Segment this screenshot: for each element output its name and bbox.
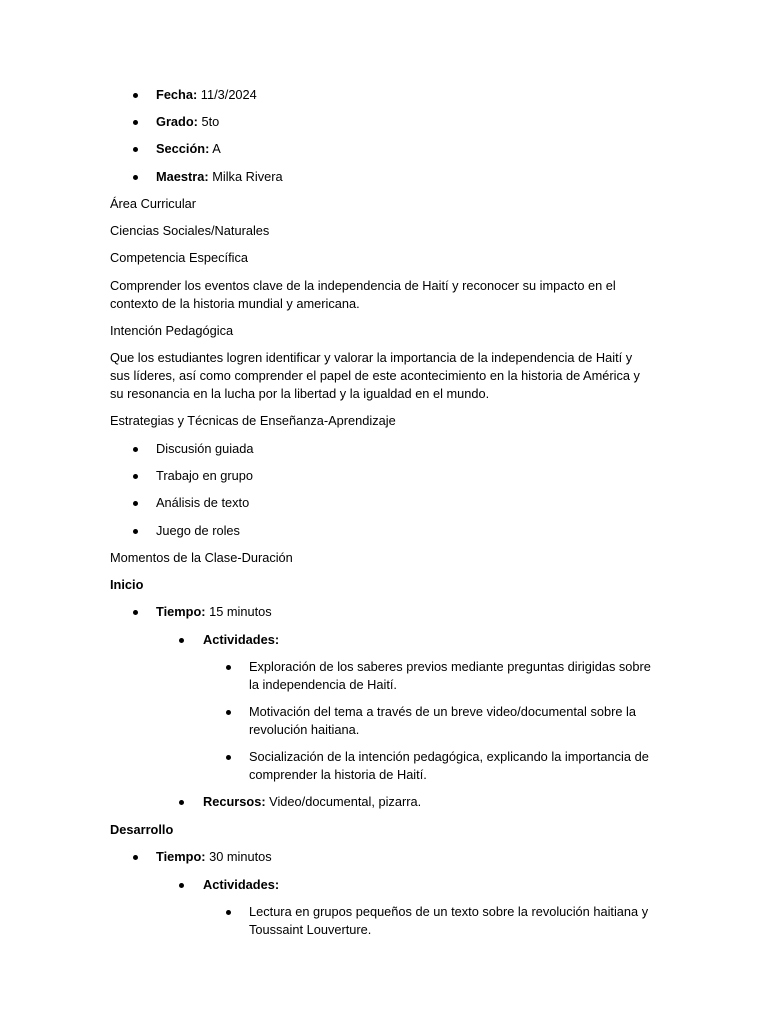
inicio-actividades-label-text: Actividades: xyxy=(203,632,280,647)
bullet-icon xyxy=(133,120,138,125)
desarrollo-tiempo-line xyxy=(156,848,272,866)
fecha-value: 11/3/2024 xyxy=(197,87,257,102)
grado-value: 5to xyxy=(197,114,220,129)
desarrollo-title-text: Desarrollo xyxy=(110,822,174,837)
bullet-icon xyxy=(133,855,138,860)
inicio-recursos-label: Recursos: xyxy=(203,794,266,809)
inicio-recursos-line xyxy=(203,793,421,811)
area-heading: Área Curricular xyxy=(110,196,197,211)
inicio-actividad-line: la independencia de Haití. xyxy=(249,677,397,692)
bullet-icon xyxy=(226,710,231,715)
inicio-title xyxy=(110,576,143,594)
desarrollo-actividad-line: Toussaint Louverture. xyxy=(249,922,372,937)
competencia-text-line: Comprender los eventos clave de la independencia de Haití y reconocer su impacto en el xyxy=(110,278,616,293)
bullet-icon xyxy=(133,175,138,180)
inicio-title-text: Inicio xyxy=(110,577,144,592)
desarrollo-tiempo-value: 30 minutos xyxy=(205,849,272,864)
intencion-text-line: su resonancia en la lucha por la libertad y la igualdad en el mundo. xyxy=(110,386,490,401)
bullet-icon xyxy=(226,755,231,760)
bullet-icon xyxy=(226,910,231,915)
fecha-label: Fecha: xyxy=(156,87,198,102)
bullet-icon xyxy=(133,474,138,479)
intencion-text-line: Que los estudiantes logren identificar y valorar la importancia de la independencia de Haití y xyxy=(110,350,633,365)
intencion-heading: Intención Pedagógica xyxy=(110,323,234,338)
bullet-icon xyxy=(133,147,138,152)
inicio-tiempo-line xyxy=(156,603,272,621)
momentos-heading: Momentos de la Clase-Duración xyxy=(110,550,293,565)
competencia-text-line: contexto de la historia mundial y americana. xyxy=(110,296,360,311)
bullet-icon xyxy=(133,610,138,615)
bullet-icon xyxy=(179,883,184,888)
desarrollo-actividades-label xyxy=(203,876,279,894)
bullet-icon xyxy=(179,800,184,805)
estrategia-item: Trabajo en grupo xyxy=(156,468,253,483)
inicio-recursos-value: Video/documental, pizarra. xyxy=(265,794,422,809)
bullet-icon xyxy=(179,638,184,643)
bullet-icon xyxy=(133,447,138,452)
area-value: Ciencias Sociales/Naturales xyxy=(110,223,270,238)
desarrollo-actividad-line: Lectura en grupos pequeños de un texto sobre la revolución haitiana y xyxy=(249,904,649,919)
maestra-value: Milka Rivera xyxy=(208,169,283,184)
bullet-icon xyxy=(133,501,138,506)
intencion-text-line: sus líderes, así como comprender el papel de este acontecimiento en la historia de América y xyxy=(110,368,640,383)
inicio-tiempo-value: 15 minutos xyxy=(205,604,272,619)
inicio-actividad-line: Motivación del tema a través de un breve video/documental sobre la xyxy=(249,704,636,719)
estrategia-item: Análisis de texto xyxy=(156,495,250,510)
maestra-line xyxy=(156,168,283,186)
fecha-line xyxy=(156,86,257,104)
competencia-heading: Competencia Específica xyxy=(110,250,248,265)
inicio-actividades-label xyxy=(203,631,279,649)
seccion-label: Sección: xyxy=(156,141,210,156)
bullet-icon xyxy=(133,93,138,98)
desarrollo-title xyxy=(110,821,173,839)
estrategias-heading: Estrategias y Técnicas de Enseñanza-Aprendizaje xyxy=(110,413,396,428)
estrategia-item: Juego de roles xyxy=(156,523,240,538)
inicio-tiempo-label: Tiempo: xyxy=(156,604,206,619)
maestra-label: Maestra: xyxy=(156,169,209,184)
grado-label: Grado: xyxy=(156,114,198,129)
inicio-actividad-line: comprender la historia de Haití. xyxy=(249,767,427,782)
inicio-actividad-line: Socialización de la intención pedagógica, explicando la importancia de xyxy=(249,749,649,764)
estrategia-item: Discusión guiada xyxy=(156,441,254,456)
seccion-value: A xyxy=(209,141,221,156)
desarrollo-tiempo-label: Tiempo: xyxy=(156,849,206,864)
desarrollo-actividades-label-text: Actividades: xyxy=(203,877,280,892)
bullet-icon xyxy=(133,529,138,534)
seccion-line xyxy=(156,140,221,158)
grado-line xyxy=(156,113,219,131)
bullet-icon xyxy=(226,665,231,670)
inicio-actividad-line: Exploración de los saberes previos mediante preguntas dirigidas sobre xyxy=(249,659,651,674)
inicio-actividad-line: revolución haitiana. xyxy=(249,722,360,737)
